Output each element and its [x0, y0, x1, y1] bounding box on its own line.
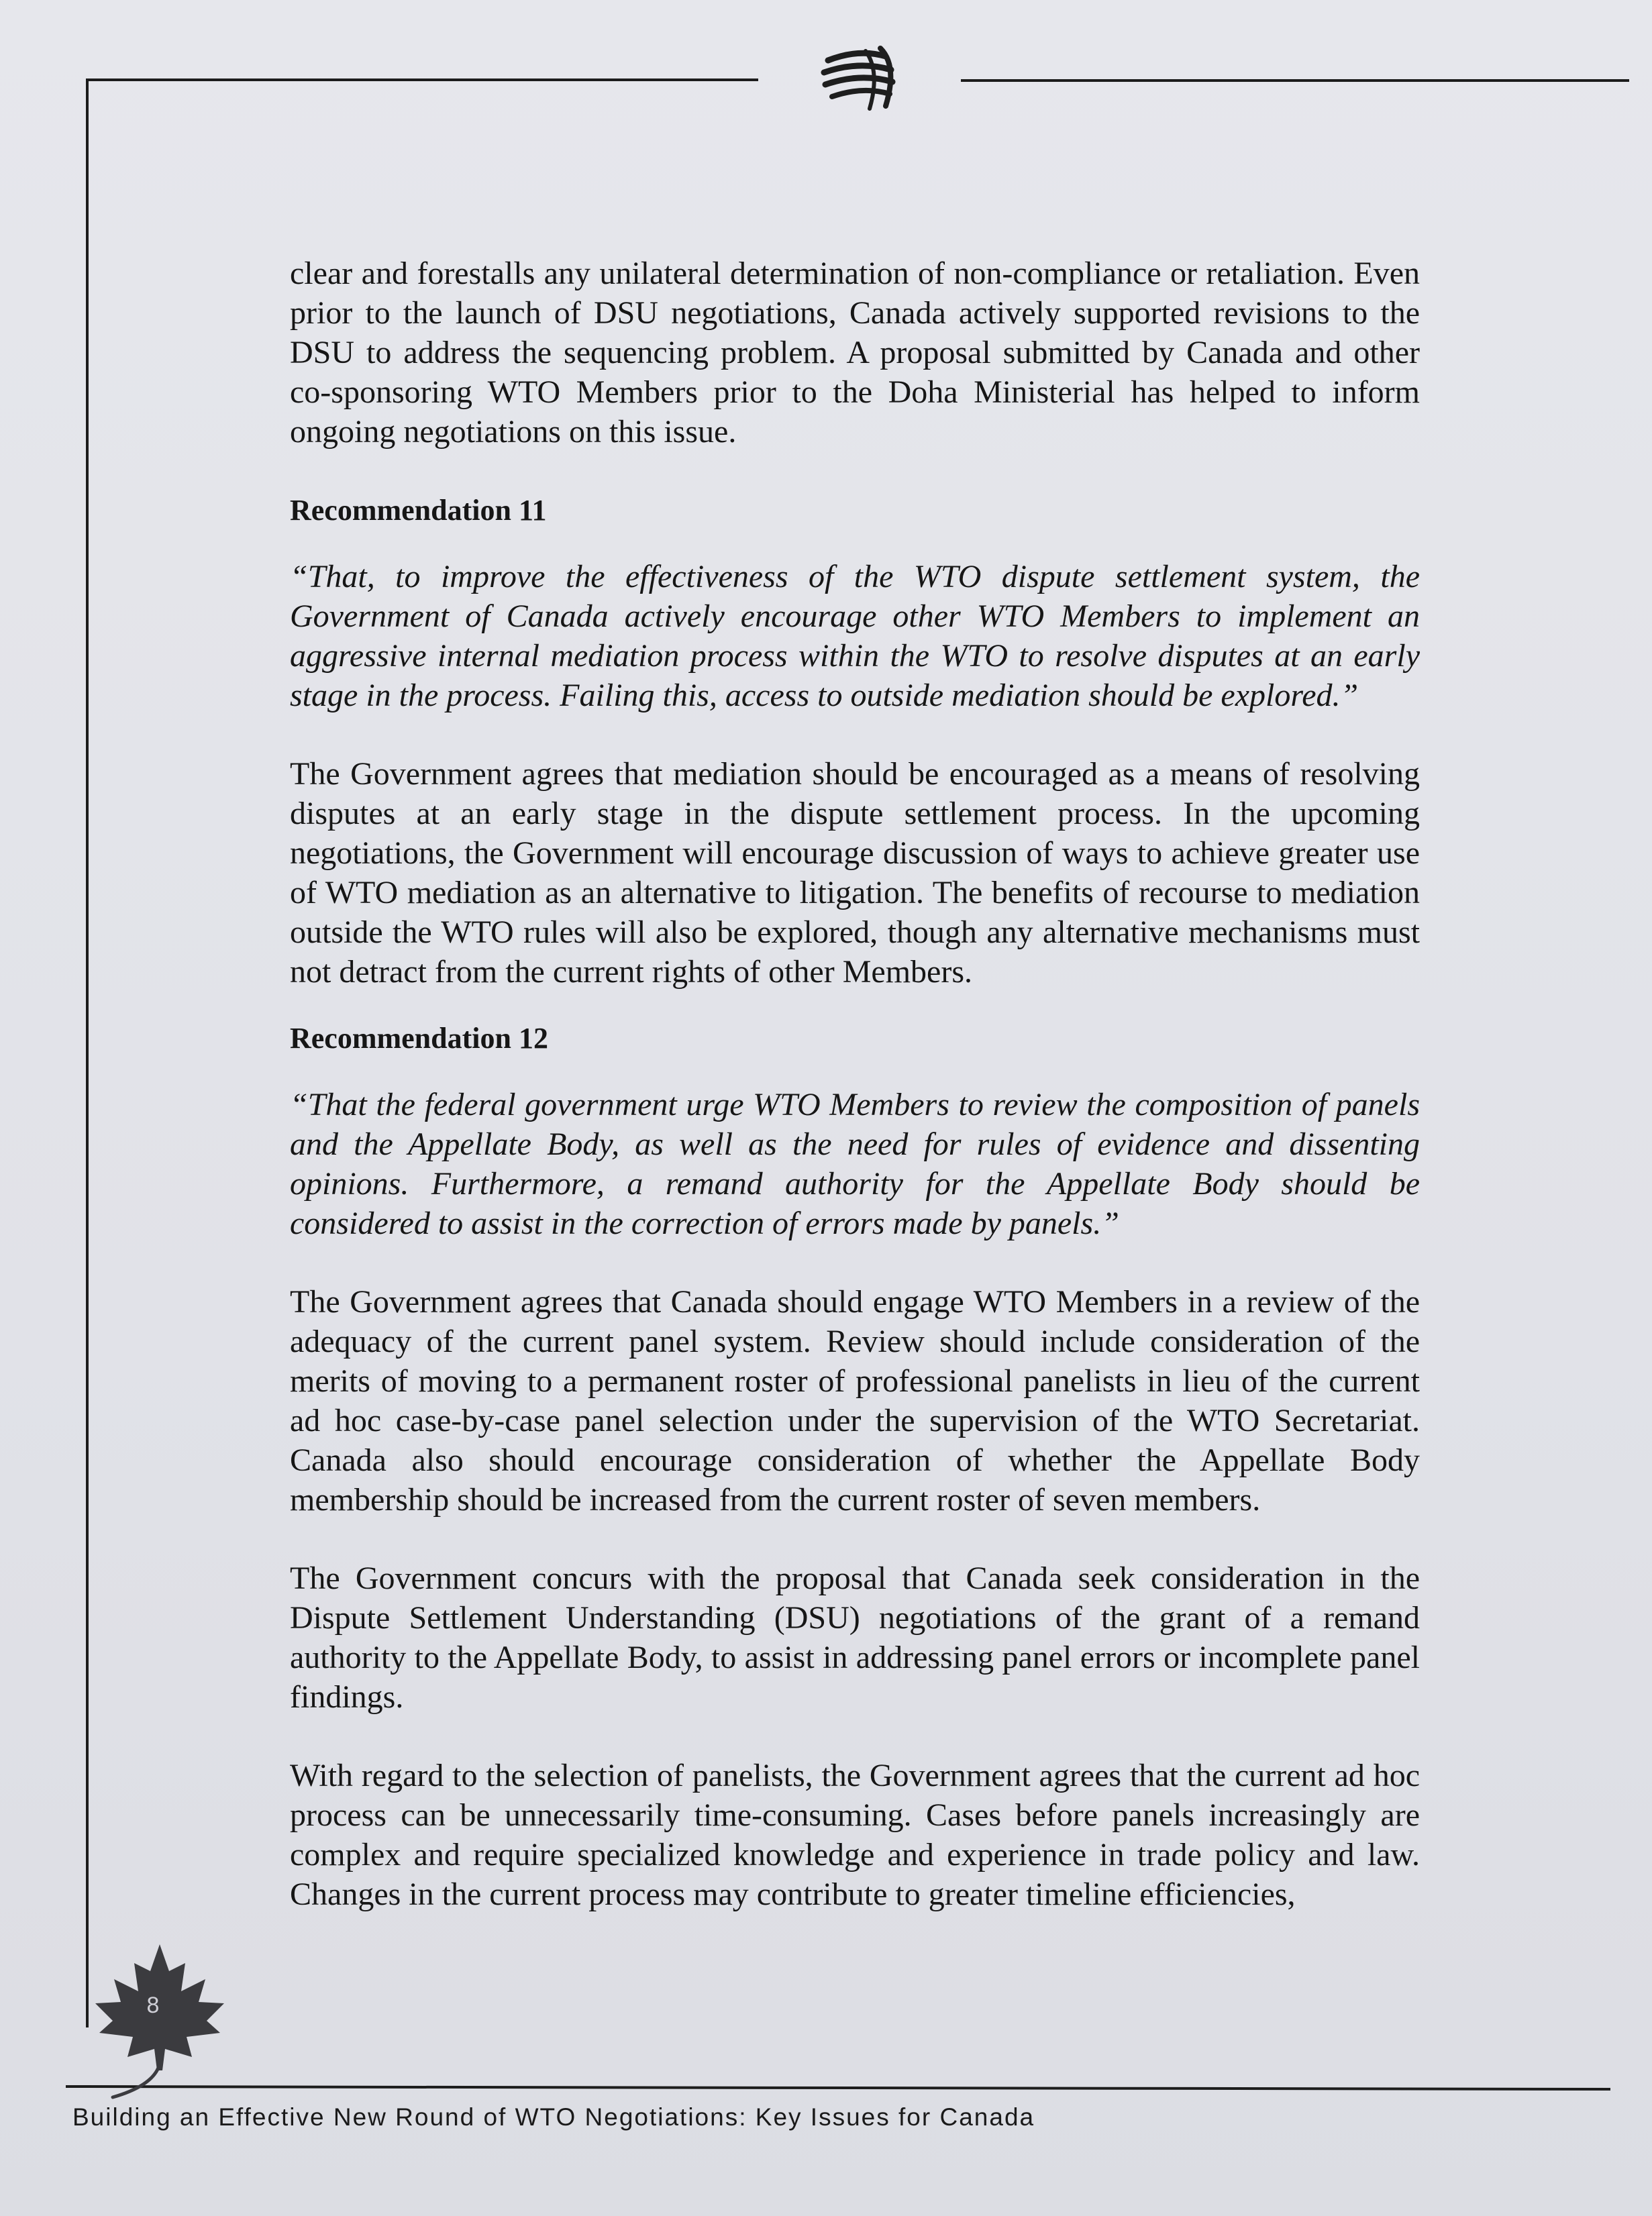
top-frame-rule-left: [86, 78, 758, 81]
main-text-column: [290, 254, 1420, 1914]
wto-logo-icon: [805, 34, 913, 121]
recommendation-12-quote: “That the federal government urge WTO Members to review the composition of panels and the Appellate Body, as well as the need for rules of evidence and dissenting opinions. Furthermore, a remand authority for the Appellate Body should be considered to assist in the correction of errors made by panels.”: [290, 1087, 1420, 1241]
maple-leaf-icon: [86, 1939, 234, 2100]
bottom-frame-rule: [66, 2085, 1610, 2091]
recommendation-12-response-1: The Government agrees that Canada should engage WTO Members in a review of the adequacy of the current panel system. Review should include consideration of the merits of moving to a permanent roster of professional panelists in lieu of the current ad hoc case-by-case panel selection under the supervision of the WTO Secretariat. Canada also should encourage consideration of whether the Appellate Body membership should be increased from the current roster of seven members.: [290, 1284, 1420, 1518]
left-frame-rule: [86, 78, 89, 2027]
recommendation-12-response-3: With regard to the selection of panelists, the Government agrees that the current ad hoc process can be unnecessarily time-consuming. Cases before panels increasingly are complex and require specialized knowledge and experience in trade policy and law. Changes in the current process may contribute to greater timeline efficiencies,: [290, 1758, 1420, 1912]
recommendation-11-quote: “That, to improve the effectiveness of the WTO dispute settlement system, the Government of Canada actively encourage other WTO Members to implement an aggressive internal mediation process within the WTO to resolve disputes at an early stage in the process. Failing this, access to outside mediation should be explored.”: [290, 559, 1420, 713]
recommendation-11-response: The Government agrees that mediation should be encouraged as a means of resolving disputes at an early stage in the dispute settlement process. In the upcoming negotiations, the Government will encourage discussion of ways to achieve greater use of WTO mediation as an alternative to litigation. The benefits of recourse to mediation outside the WTO rules will also be explored, though any alternative mechanisms must not detract from the current rights of other Members.: [290, 756, 1420, 990]
page-number: 8: [146, 1993, 160, 2018]
recommendation-12-heading: Recommendation 12: [290, 1022, 548, 1055]
footer-title: Building an Effective New Round of WTO Negotiations: Key Issues for Canada: [72, 2103, 1035, 2131]
top-frame-rule-right: [961, 79, 1629, 82]
recommendation-11-heading: Recommendation 11: [290, 494, 547, 527]
recommendation-12-response-2: The Government concurs with the proposal that Canada seek consideration in the Dispute Settlement Understanding (DSU) negotiations of the grant of a remand authority to the Appellate Body, to assist in addressing panel errors or incomplete panel findings.: [290, 1561, 1420, 1715]
intro-paragraph: clear and forestalls any unilateral determination of non-compliance or retaliation. Even prior to the launch of DSU negotiations, Canada actively supported revisions to the DSU to address the sequencing problem. A proposal submitted by Canada and other co-sponsoring WTO Members prior to the Doha Ministerial has helped to inform ongoing negotiations on this issue.: [290, 256, 1420, 450]
